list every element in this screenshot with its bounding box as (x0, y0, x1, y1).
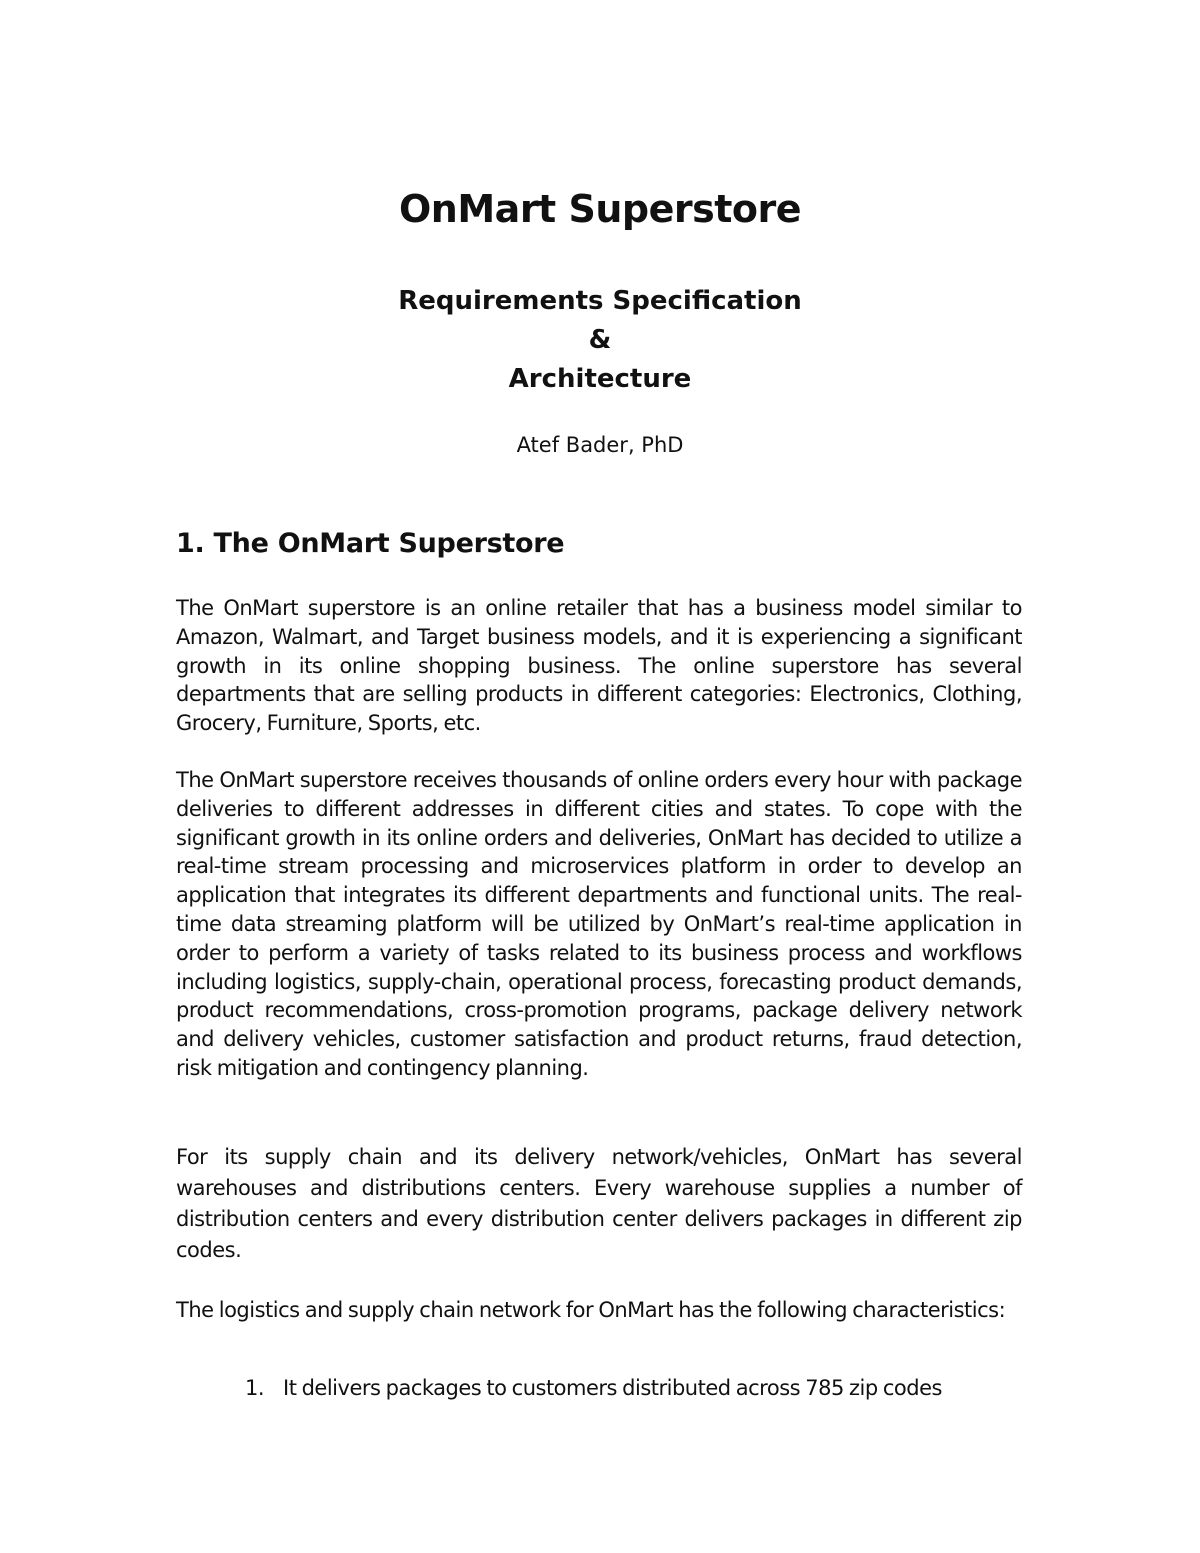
list-item-number: 1. (245, 1376, 265, 1400)
document-subtitle-line1: Requirements Specification (398, 286, 802, 316)
paragraph-streaming-platform: The OnMart superstore receives thousands of online orders every hour with package deliveries to different addresses in different cities and states. To cope with the significant growth in its online orders and deliveries, OnMart has decided to utilize a real-time stream processing and microservices platform in order to develop an application that integrates its different departments and functional units. The real-time data streaming platform will be utilized by OnMart’s real-time application in order to perform a variety of tasks related to its business process and workflows including logistics, supply-chain, operational process, forecasting product demands, product recommendations, cross-promotion programs, package delivery network and delivery vehicles, customer satisfaction and product returns, fraud detection, risk mitigation and contingency planning. (176, 768, 1022, 1080)
document-subtitle-line2: & (588, 325, 612, 355)
list-item (245, 1373, 1022, 1403)
characteristics-list (245, 1373, 1022, 1403)
paragraph-logistics-intro: The logistics and supply chain network for OnMart has the following characteristics: (176, 1298, 1006, 1322)
document-title: OnMart Superstore (399, 187, 801, 231)
paragraph-supply-chain: For its supply chain and its delivery network/vehicles, OnMart has several warehouses and distributions centers. Every warehouse supplies a number of distribution centers and every distribution center delivers packages in different zip codes. (176, 1145, 1022, 1262)
paragraph-overview: The OnMart superstore is an online retailer that has a business model similar to Amazon, Walmart, and Target business models, and it is experiencing a significant growth in its online shopping business. The online superstore has several departments that are selling products in different categories: Electronics, Clothing, Grocery, Furniture, Sports, etc. (176, 596, 1022, 736)
list-item-text: It delivers packages to customers distributed across 785 zip codes (283, 1376, 942, 1400)
section-heading: 1. The OnMart Superstore (176, 528, 565, 559)
document-author: Atef Bader, PhD (516, 433, 684, 457)
document-subtitle-line3: Architecture (508, 364, 692, 394)
